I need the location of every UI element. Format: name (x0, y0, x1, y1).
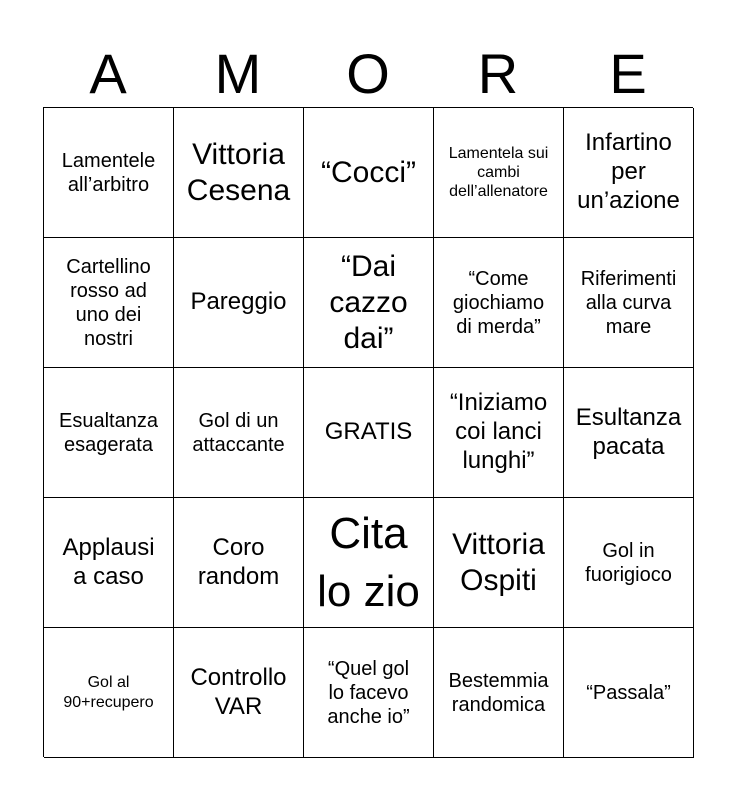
bingo-cell[interactable]: “Iniziamo coi lanci lunghi” (434, 368, 564, 498)
bingo-cell[interactable]: Esultanza pacata (564, 368, 694, 498)
bingo-cell[interactable]: Gol di un attaccante (174, 368, 304, 498)
bingo-cell[interactable]: Cartellino rosso ad uno dei nostri (44, 238, 174, 368)
bingo-grid (43, 107, 693, 757)
bingo-cell[interactable]: Lamentele all’arbitro (44, 108, 174, 238)
bingo-cell[interactable]: GRATIS (304, 368, 434, 498)
bingo-cell[interactable]: Vittoria Ospiti (434, 498, 564, 628)
bingo-cell[interactable]: Controllo VAR (174, 628, 304, 758)
title-letter-m: M (214, 42, 262, 105)
title-letter-r: R (477, 42, 519, 105)
bingo-cell[interactable]: Riferimenti alla curva mare (564, 238, 694, 368)
bingo-cell[interactable]: Gol in fuorigioco (564, 498, 694, 628)
title-letter-a: A (89, 42, 127, 105)
bingo-cell[interactable]: “Cocci” (304, 108, 434, 238)
bingo-cell[interactable]: Vittoria Cesena (174, 108, 304, 238)
bingo-cell[interactable]: Cita lo zio (304, 498, 434, 628)
bingo-cell[interactable]: Pareggio (174, 238, 304, 368)
bingo-cell[interactable]: Infartino per un’azione (564, 108, 694, 238)
bingo-cell[interactable]: Bestemmia randomica (434, 628, 564, 758)
bingo-cell[interactable]: Lamentela sui cambi dell’allenatore (434, 108, 564, 238)
title-letter-e: E (609, 42, 647, 105)
bingo-cell[interactable]: “Dai cazzo dai” (304, 238, 434, 368)
bingo-title (43, 40, 693, 108)
bingo-cell[interactable]: “Come giochiamo di merda” (434, 238, 564, 368)
bingo-cell[interactable]: Esualtanza esagerata (44, 368, 174, 498)
bingo-cell[interactable]: Applausi a caso (44, 498, 174, 628)
title-letter-o: O (346, 42, 390, 105)
bingo-cell[interactable]: Coro random (174, 498, 304, 628)
bingo-cell[interactable]: Gol al 90+recupero (44, 628, 174, 758)
bingo-cell[interactable]: “Passala” (564, 628, 694, 758)
bingo-cell[interactable]: “Quel gol lo facevo anche io” (304, 628, 434, 758)
